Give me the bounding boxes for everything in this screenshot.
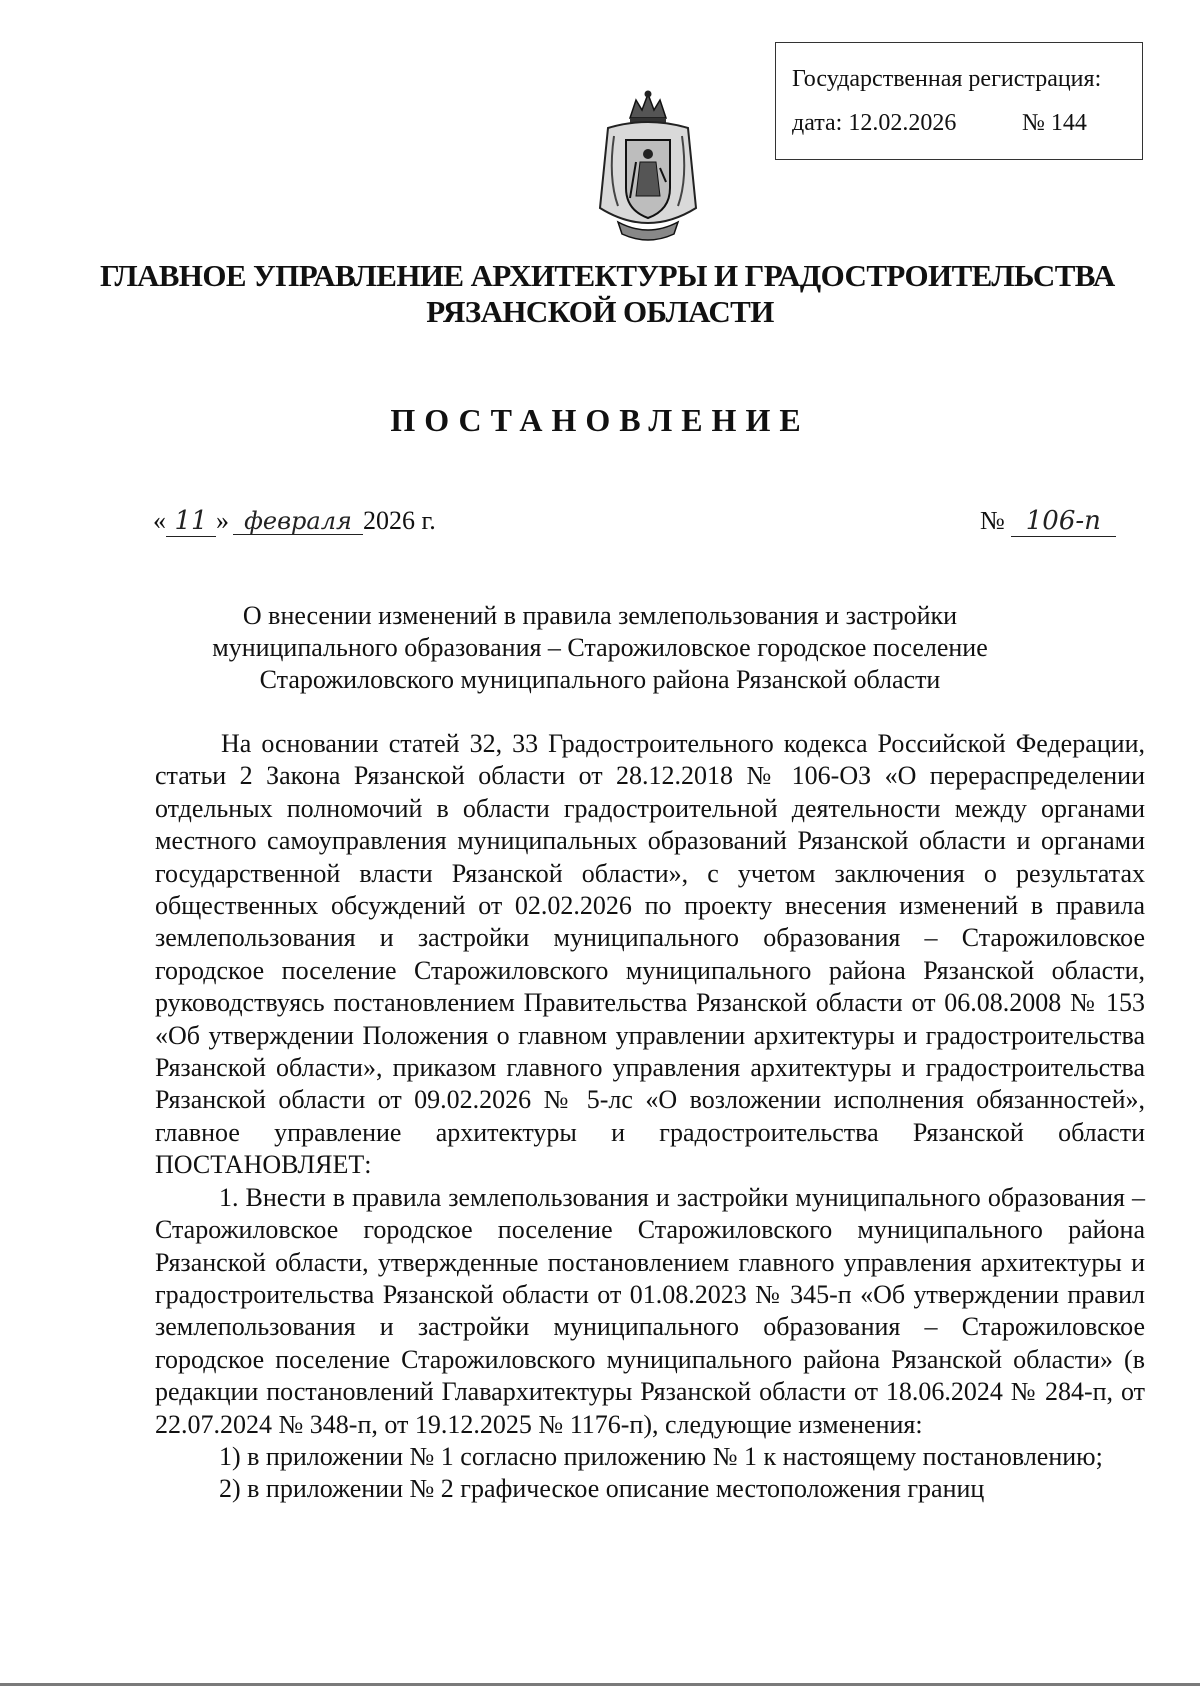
registration-date: дата: 12.02.2026 [792, 110, 957, 136]
registration-label: Государственная регистрация: [792, 66, 1102, 92]
subject-line2: муниципального образования – Старожиловское городское поселение [212, 633, 988, 662]
number-prefix: № [980, 506, 1005, 535]
handwritten-month: февраля [233, 508, 363, 535]
document-date [153, 506, 436, 537]
date-close-quote: » [216, 506, 229, 535]
document-body [155, 728, 1145, 1506]
registration-stamp [775, 42, 1143, 160]
item-1-paragraph: 1. Внести в правила землепользования и застройки муниципального образования – Старожиловское городское поселение Старожиловского муниципального района Рязанской области, утвержденные постановлением главного управления архитектуры и градостроительства Рязанской области от 01.08.2023 № 345-п «Об утверждении правил землепользования и застройки муниципального образования – Старожиловское городское поселение Старожиловского муниципального района Рязанской области» (в редакции постановлений Главархитектуры Рязанской области от 18.06.2024 № 284-п, от 22.07.2024 № 348-п, от 19.12.2025 № 1176-п), следующие изменения: [155, 1182, 1145, 1439]
organization-name-line1: ГЛАВНОЕ УПРАВЛЕНИЕ АРХИТЕКТУРЫ И ГРАДОСТРОИТЕЛЬСТВА [100, 258, 1115, 293]
subitem-1-paragraph: 1) в приложении № 1 согласно приложению № 1 к настоящему постановлению; [219, 1441, 1103, 1471]
date-year: 2026 г. [363, 506, 436, 535]
document-number [980, 506, 1116, 537]
scan-edge-divider [0, 1683, 1200, 1686]
subject-line3: Старожиловского муниципального района Рязанской области [259, 665, 941, 694]
document-subject [130, 600, 1070, 696]
subitem-2-paragraph: 2) в приложении № 2 графическое описание местоположения границ [219, 1474, 985, 1504]
registration-number: № 144 [1022, 110, 1087, 136]
subject-line1: О внесении изменений в правила землепользования и застройки [242, 601, 958, 630]
date-open-quote: « [153, 506, 166, 535]
preamble-paragraph: На основании статей 32, 33 Градостроительного кодекса Российской Федерации, статьи 2 Закона Рязанской области от 28.12.2018 № 106-ОЗ «О перераспределении отдельных полномочий в области градостроительной деятельности между органами местного самоуправления муниципальных образований Рязанской области и органами государственной власти Рязанской области», с учетом заключения о результатах общественных обсуждений от 02.02.2026 по проекту внесения изменений в правила землепользования и застройки муниципального образования – Старожиловское городское поселение Старожиловского муниципального района Рязанской области, руководствуясь постановлением Правительства Рязанской области от 06.08.2008 № 153 «Об утверждении Положения о главном управлении архитектуры и градостроительства Рязанской области», приказом главного управления архитектуры и градостроительства Рязанской области от 09.02.2026 № 5-лс «О возложении исполнения обязанностей», главное управление архитектуры и градостроительства Рязанской области ПОСТАНОВЛЯЕТ: [155, 729, 1145, 1180]
ryazan-coat-of-arms-icon [578, 88, 718, 248]
handwritten-day: 11 [166, 507, 216, 537]
handwritten-number: 106-п [1011, 507, 1116, 537]
document-type-title: ПОСТАНОВЛЕНИЕ [390, 402, 810, 438]
organization-name-line2: РЯЗАНСКОЙ ОБЛАСТИ [426, 294, 774, 329]
